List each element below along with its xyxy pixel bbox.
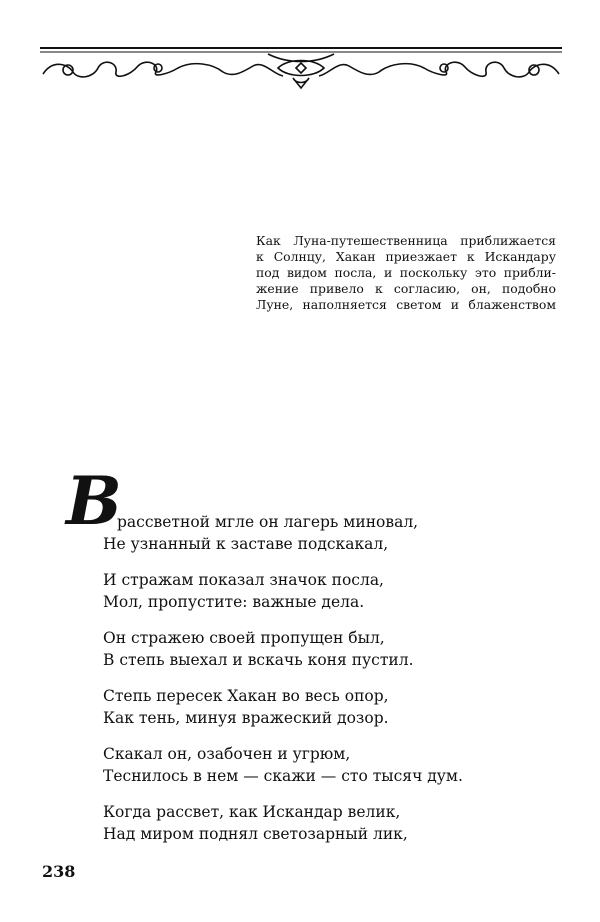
poem-body bbox=[103, 512, 463, 860]
stanza bbox=[103, 570, 463, 613]
chapter-heading-summary bbox=[256, 233, 556, 313]
stanza bbox=[103, 628, 463, 671]
stanza bbox=[103, 802, 463, 845]
heading-line: Луне, наполняется светом и блаженством bbox=[256, 297, 556, 312]
poem-line: рассветной мгле он лагерь миновал, bbox=[117, 513, 419, 531]
heading-line: под видом посла, и поскольку это прибли- bbox=[256, 265, 556, 280]
stanza bbox=[103, 512, 463, 555]
stanza bbox=[103, 744, 463, 787]
heading-line: Как Луна-путешественница приближается bbox=[256, 233, 556, 248]
poem-line: Над миром поднял светозарный лик, bbox=[103, 824, 408, 843]
poem-line: В степь выехал и вскачь коня пустил. bbox=[103, 650, 414, 669]
page-number: 238 bbox=[42, 862, 76, 881]
poem-line: Когда рассвет, как Искандар велик, bbox=[103, 803, 401, 821]
heading-line: жение привело к согласию, он, подобно bbox=[256, 281, 556, 296]
poem-line: Мол, пропустите: важные дела. bbox=[103, 592, 365, 611]
poem-line: Скакал он, озабочен и угрюм, bbox=[103, 745, 351, 763]
drop-cap-letter: В bbox=[66, 462, 122, 540]
poem-line: Степь пересек Хакан во весь опор, bbox=[103, 687, 389, 705]
poem-line: Он стражею своей пропущен был, bbox=[103, 629, 385, 647]
poem-line: Теснилось в нем — скажи — сто тысяч дум. bbox=[103, 766, 463, 785]
poem-line: Как тень, минуя вражеский дозор. bbox=[103, 708, 389, 727]
decorative-header-ornament bbox=[38, 44, 564, 90]
poem-line: Не узнанный к заставе подскакал, bbox=[103, 534, 389, 553]
heading-line: к Солнцу, Хакан приезжает к Искандару bbox=[256, 249, 556, 264]
stanza bbox=[103, 686, 463, 729]
poem-line: И стражам показал значок посла, bbox=[103, 571, 384, 589]
